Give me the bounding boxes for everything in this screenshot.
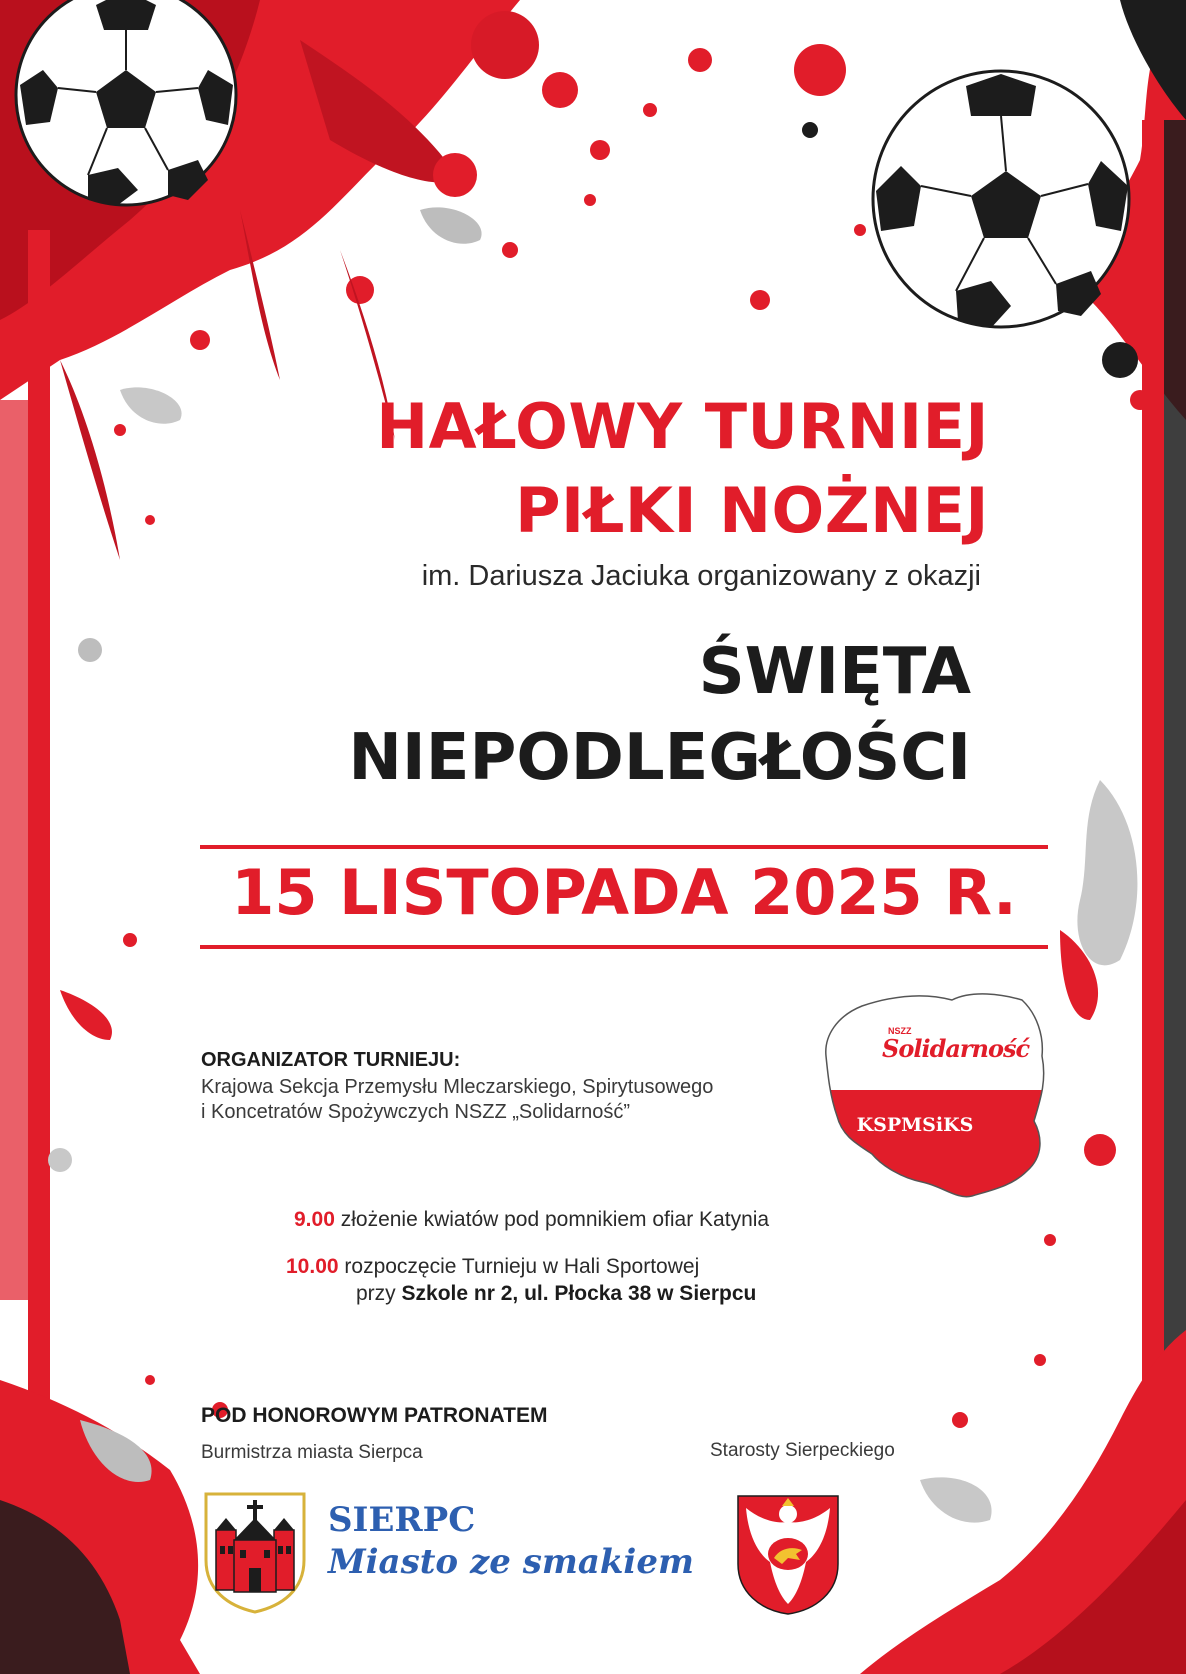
schedule-time: 10.00 [286, 1255, 339, 1278]
sierpc-logo-slogan: Miasto ze smakiem [328, 1542, 694, 1582]
event-date: 15 LISTOPADA 2025 R. [231, 856, 1017, 929]
patron-starost: Starosty Sierpeckiego [710, 1440, 895, 1461]
organizer-line-1: Krajowa Sekcja Przemysłu Mleczarskiego, Spirytusowego [201, 1076, 714, 1098]
kspmsiks-logo [822, 986, 1048, 1206]
sierpc-coat-of-arms-icon [202, 1490, 308, 1614]
kspm-solidarnosc-label: Solidarność [882, 1034, 1030, 1063]
occasion-line-2: NIEPODLEGŁOŚCI [348, 721, 971, 795]
schedule-item-2-location [356, 1282, 756, 1306]
schedule-text: rozpoczęcie Turnieju w Hali Sportowej [344, 1255, 700, 1278]
organizer-title: ORGANIZATOR TURNIEJU: [201, 1049, 461, 1071]
county-eagle-coat-of-arms-icon [734, 1492, 842, 1618]
schedule-item-1 [294, 1208, 769, 1232]
schedule-item-2 [286, 1255, 699, 1279]
soccer-ball-icon [8, 0, 244, 210]
occasion-line-1: ŚWIĘTA [698, 635, 971, 709]
subtitle: im. Dariusza Jaciuka organizowany z okazji [421, 560, 981, 592]
poland-map-icon [822, 986, 1048, 1206]
sierpc-logo-name: SIERPC [328, 1500, 476, 1540]
date-bottom-rule [200, 945, 1048, 949]
date-top-rule [200, 845, 1048, 849]
title-line-2: PIŁKI NOŻNEJ [515, 474, 989, 547]
title-line-1: HAŁOWY TURNIEJ [376, 390, 989, 463]
kspm-acronym-label: KSPMSiKS [856, 1114, 974, 1136]
kspm-nszz-label: NSZZ [888, 1026, 912, 1036]
schedule-time: 9.00 [294, 1208, 335, 1231]
soccer-ball-icon [866, 66, 1136, 332]
schedule-location: Szkole nr 2, ul. Płocka 38 w Sierpcu [401, 1282, 757, 1305]
organizer-line-2: i Koncetratów Spożywczych NSZZ „Solidarność” [201, 1101, 631, 1123]
schedule-location-prefix: przy [356, 1282, 396, 1305]
patron-mayor: Burmistrza miasta Sierpca [201, 1442, 423, 1463]
patronage-title: POD HONOROWYM PATRONATEM [201, 1404, 548, 1427]
schedule-text: złożenie kwiatów pod pomnikiem ofiar Katynia [340, 1208, 770, 1231]
